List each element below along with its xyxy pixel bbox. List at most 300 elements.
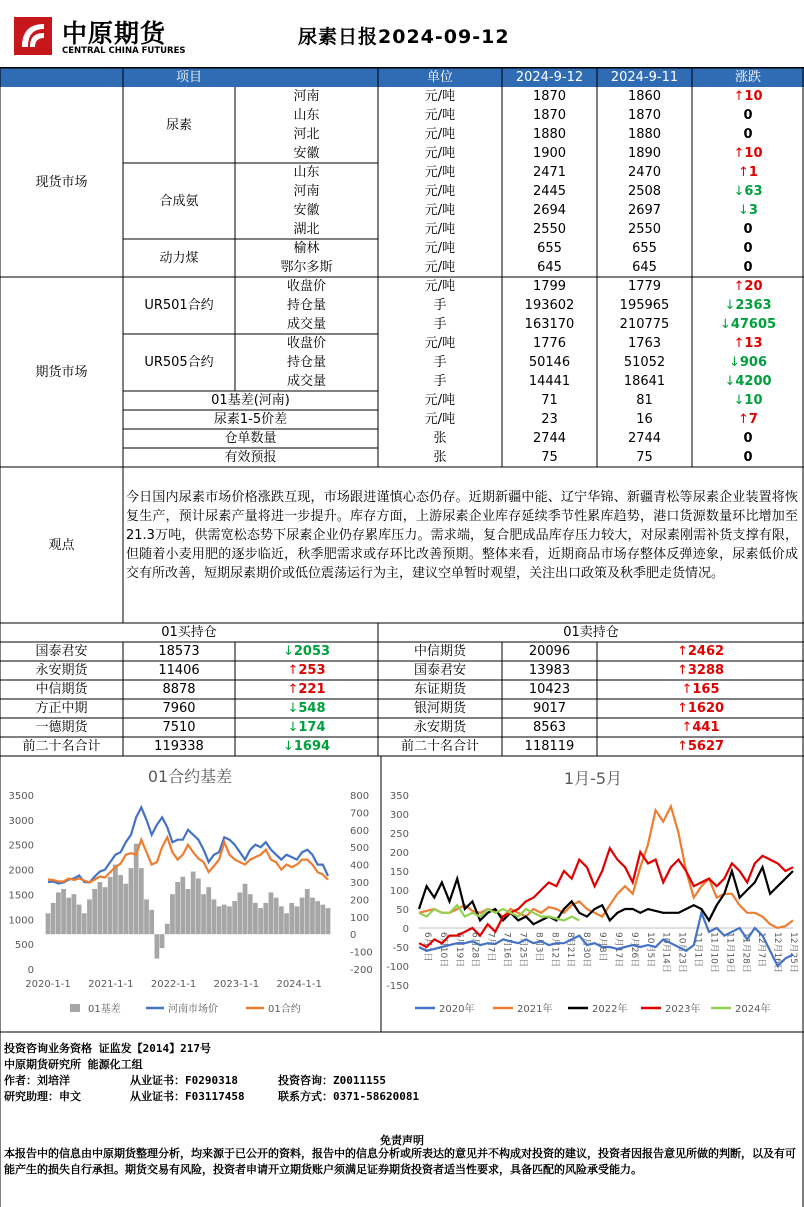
- change-value: 2053: [293, 644, 331, 659]
- change-value: 63: [744, 184, 763, 199]
- value-today: 23: [541, 412, 558, 427]
- author-cert: 从业证书：F0290318: [130, 1074, 238, 1087]
- change-value: 441: [692, 720, 720, 735]
- value-today: 655: [537, 241, 562, 256]
- view-label: 观点: [48, 537, 75, 553]
- basis-bar: [186, 889, 191, 934]
- x-tick-label: 7月25日: [517, 932, 528, 968]
- basis-bar: [170, 894, 175, 934]
- arrow-up-icon: ↑: [676, 701, 688, 716]
- futures-item: 01基差(河南): [211, 393, 290, 408]
- arrow-down-icon: ↓: [733, 184, 745, 199]
- market-view-text: 今日国内尿素市场价格涨跌互现，市场跟进谨慎心态仍存。近期新疆中能、辽宁华锦、新疆青松等尿素企业装置将恢复生产，预计尿素产量将进一步提升。库存方面，上游尿素企业库存延续季节性累库趋势，港口货源数量环比增加至21.3万吨，供需宽松态势下尿素企业仍存累库压力。需求端，复合肥成品库存压力较大，对尿素刚需补货支撑有限，但随着小麦用肥的逐步临近，秋季肥需求或存环比改善预期。整体来看，近期商品市场存整体反弹迹象，尿素低价成交有所改善，短期尿素期价或低位震荡运行为主，建议空单暂时观望，关注出口政策及秋季肥走货情况。: [126, 490, 798, 581]
- legend-label: 01合约: [268, 1004, 301, 1015]
- basis-bar: [320, 905, 325, 935]
- futures-item: 持仓量: [286, 298, 326, 313]
- unit-cell: 元/吨: [424, 222, 456, 237]
- basis-bar: [315, 901, 320, 934]
- change-value: 20: [744, 279, 763, 294]
- sell-change: [597, 718, 804, 737]
- legend-swatch: [70, 1004, 80, 1012]
- legend-label: 2021年: [517, 1004, 553, 1015]
- sell-broker: 银河期货: [413, 701, 466, 716]
- legend-label: 2024年: [735, 1004, 771, 1015]
- value-prev: 1763: [627, 336, 662, 351]
- basis-bar: [295, 906, 300, 934]
- unit-cell: 张: [433, 450, 447, 465]
- basis-bar: [139, 868, 144, 934]
- buy-volume: 8878: [162, 682, 196, 697]
- change-value: 10: [744, 146, 763, 161]
- chart-title: 1月-5月: [563, 769, 623, 788]
- y-right-tick-label: 300: [350, 878, 370, 889]
- value-prev: 655: [632, 241, 657, 256]
- change-cell: [692, 315, 804, 334]
- arrow-up-icon: ↑: [733, 89, 745, 104]
- x-tick-label: 11月10日: [708, 932, 719, 973]
- change-cell: [692, 391, 804, 410]
- basis-bar: [108, 877, 113, 934]
- x-tick-label: 8月30日: [581, 932, 592, 968]
- institute-line: 中原期货研究所 能源化工组: [4, 1058, 143, 1071]
- y-right-tick-label: 0: [350, 930, 357, 942]
- arrow-down-icon: ↓: [287, 720, 299, 735]
- value-prev: 1880: [627, 127, 662, 142]
- arrow-down-icon: ↓: [282, 644, 294, 659]
- change-value: 4200: [735, 374, 772, 389]
- basis-bar: [263, 903, 268, 934]
- x-tick-label: 2021-1-1: [88, 979, 134, 990]
- arrow-down-icon: ↓: [719, 317, 731, 332]
- buy-volume: 7510: [162, 720, 196, 735]
- basis-bar: [97, 882, 102, 934]
- spot-region: 山东: [293, 165, 320, 180]
- spot-region: 湖北: [293, 222, 320, 237]
- y-right-tick-label: 200: [350, 895, 370, 907]
- x-tick-label: 7月16日: [501, 932, 512, 968]
- sell-volume: 118119: [524, 739, 575, 754]
- basis-bar: [165, 924, 170, 934]
- value-today: 645: [537, 260, 562, 275]
- change-cell: [692, 296, 804, 315]
- change-value: 0: [743, 450, 753, 465]
- value-prev: 51052: [623, 355, 666, 370]
- legend-label: 01基差: [88, 1004, 121, 1015]
- futures-item: 持仓量: [286, 355, 326, 370]
- unit-cell: 元/吨: [424, 393, 456, 408]
- value-today: 1870: [532, 108, 567, 123]
- futures-item: 成交量: [286, 317, 326, 332]
- y-tick-label: 50: [396, 905, 409, 916]
- x-tick-label: 12月7日: [756, 932, 767, 968]
- y-left-tick-label: 500: [14, 940, 34, 952]
- buy-change: [235, 718, 378, 737]
- value-today: 2550: [532, 222, 567, 237]
- value-prev: 1890: [627, 146, 662, 161]
- change-value: 906: [739, 355, 768, 370]
- unit-cell: 元/吨: [424, 184, 456, 199]
- unit-cell: 手: [433, 298, 447, 313]
- arrow-up-icon: ↑: [287, 663, 299, 678]
- value-prev: 195965: [619, 298, 670, 313]
- header-change: 涨跌: [734, 70, 761, 85]
- x-tick-label: 6月28日: [469, 932, 480, 968]
- y-tick-label: 0: [402, 924, 409, 935]
- x-tick-label: 10月14日: [660, 932, 671, 973]
- buy-positions-title: 01买持仓: [161, 625, 217, 640]
- change-cell: [692, 201, 804, 220]
- change-value: 13: [744, 336, 763, 351]
- x-tick-label: 9月17日: [612, 932, 623, 968]
- x-tick-label: 10月5日: [644, 932, 655, 968]
- basis-bar: [77, 905, 82, 935]
- buy-broker: 方正中期: [35, 701, 88, 716]
- buy-change: [235, 642, 378, 661]
- basis-bar: [248, 894, 253, 934]
- basis-bar: [72, 894, 77, 934]
- value-today: 2445: [532, 184, 567, 199]
- logo-text-cn: 中原期货: [62, 19, 167, 48]
- change-value: 2363: [735, 298, 772, 313]
- basis-bar: [113, 865, 118, 935]
- sell-change: [597, 737, 804, 756]
- y-right-tick-label: 800: [350, 791, 370, 802]
- value-prev: 2550: [627, 222, 662, 237]
- header-date1: 2024-9-12: [515, 70, 584, 85]
- value-today: 193602: [524, 298, 575, 313]
- basis-bar: [305, 889, 310, 934]
- sell-broker: 永安期货: [413, 720, 466, 735]
- arrow-down-icon: ↓: [738, 203, 749, 218]
- x-tick-label: 8月12日: [549, 932, 560, 968]
- value-prev: 1860: [627, 89, 662, 104]
- legend-label: 河南市场价: [168, 1004, 218, 1015]
- basis-bar: [227, 906, 232, 934]
- basis-bar: [51, 903, 56, 934]
- unit-cell: 元/吨: [424, 412, 456, 427]
- value-prev: 1779: [627, 279, 662, 294]
- change-value: 0: [743, 127, 753, 142]
- x-tick-label: 11月1日: [692, 932, 703, 968]
- y-left-tick-label: 1000: [8, 915, 34, 927]
- arrow-down-icon: ↓: [287, 701, 299, 716]
- basis-bar: [284, 913, 289, 934]
- disclaimer-title: 免责声明: [380, 1134, 424, 1147]
- change-cell: [692, 182, 804, 201]
- x-tick-label: 12月25日: [788, 932, 798, 973]
- disclaimer-text: 本报告中的信息由中原期货整理分析，均来源于已公开的资料，报告中的信息分析或所表达的意见并不构成对投资的建议，投资者因报告意见所做的判断，以及有可能产生的损失自行承担。期货交易有风险，投资者申请开立期货账户须满足证券期货投资者适当性要求，具备匹配的风险承受能力。: [4, 1147, 796, 1176]
- y-tick-label: -50: [392, 943, 409, 954]
- change-value: 7: [748, 412, 758, 427]
- value-today: 2744: [532, 431, 567, 446]
- legend-label: 2023年: [665, 1004, 701, 1015]
- value-prev: 18641: [623, 374, 666, 389]
- unit-cell: 元/吨: [424, 203, 456, 218]
- basis-bar: [175, 882, 180, 934]
- value-prev: 645: [632, 260, 657, 275]
- basis-bar: [212, 899, 217, 934]
- sell-broker: 东证期货: [413, 682, 466, 697]
- arrow-up-icon: ↑: [287, 682, 299, 697]
- basis-bar: [180, 877, 185, 934]
- chart-title: 01合约基差: [147, 767, 233, 786]
- basis-bar: [258, 908, 263, 934]
- change-value: 3: [748, 203, 758, 218]
- basis-bar: [274, 898, 279, 935]
- series-line-3: [419, 867, 793, 924]
- x-tick-label: 7月7日: [485, 932, 496, 962]
- basis-bar: [253, 903, 258, 934]
- buy-broker: 一德期货: [35, 720, 88, 735]
- sell-change: [597, 699, 804, 718]
- arrow-up-icon: ↑: [676, 663, 688, 678]
- arrow-up-icon: ↑: [733, 279, 745, 294]
- value-prev: 2697: [627, 203, 662, 218]
- basis-bar: [46, 913, 51, 934]
- unit-cell: 手: [433, 355, 447, 370]
- spot-region: 河南: [293, 184, 320, 199]
- sell-volume: 9017: [532, 701, 567, 716]
- value-today: 14441: [528, 374, 571, 389]
- y-left-tick-label: 2000: [8, 865, 34, 877]
- buy-volume: 7960: [162, 701, 196, 716]
- change-value: 0: [743, 241, 753, 256]
- change-value: 0: [743, 260, 753, 275]
- arrow-up-icon: ↑: [733, 146, 745, 161]
- logo-text-en: CENTRAL CHINA FUTURES: [62, 46, 186, 56]
- value-prev: 2744: [627, 431, 662, 446]
- unit-cell: 元/吨: [424, 336, 456, 351]
- spot-region: 河南: [293, 89, 320, 104]
- basis-bar: [206, 887, 211, 934]
- unit-cell: 元/吨: [424, 146, 456, 161]
- x-tick-label: 2022-1-1: [150, 979, 197, 990]
- spread-chart: [383, 757, 804, 1025]
- unit-cell: 元/吨: [424, 279, 456, 294]
- change-value: 47605: [730, 317, 777, 332]
- product-group-label: 动力煤: [159, 250, 199, 266]
- spot-region: 鄂尔多斯: [280, 260, 333, 275]
- futures-item: 收盘价: [286, 336, 326, 351]
- contract-group-label: UR505合约: [144, 355, 214, 370]
- value-today: 2694: [532, 203, 567, 218]
- change-value: 1: [748, 165, 758, 180]
- basis-bar: [87, 899, 92, 934]
- buy-broker: 永安期货: [35, 663, 88, 678]
- header-date2: 2024-9-11: [610, 70, 679, 85]
- unit-cell: 元/吨: [424, 108, 456, 123]
- x-tick-label: 6月19日: [453, 932, 464, 968]
- y-tick-label: 200: [389, 848, 409, 859]
- basis-bar: [66, 898, 71, 935]
- change-cell: [692, 125, 804, 144]
- x-tick-label: 8月21日: [565, 932, 576, 968]
- arrow-up-icon: ↑: [676, 644, 688, 659]
- change-value: 5627: [687, 739, 725, 754]
- legend-label: 2022年: [592, 1004, 628, 1015]
- arrow-up-icon: ↑: [681, 682, 693, 697]
- change-cell: [692, 220, 804, 239]
- basis-bar: [155, 934, 160, 958]
- y-right-tick-label: 500: [350, 843, 370, 855]
- change-value: 0: [743, 431, 753, 446]
- x-tick-label: 10月23日: [676, 932, 687, 973]
- basis-bar: [129, 868, 134, 934]
- change-value: 221: [298, 682, 326, 697]
- basis-bar: [326, 908, 331, 934]
- value-today: 163170: [524, 317, 575, 332]
- basis-bar: [310, 898, 315, 935]
- change-value: 2462: [687, 644, 725, 659]
- change-value: 1620: [687, 701, 725, 716]
- basis-bar: [92, 889, 97, 934]
- y-tick-label: -100: [386, 962, 409, 973]
- unit-cell: 元/吨: [424, 241, 456, 256]
- value-today: 1799: [532, 279, 567, 294]
- value-today: 1880: [532, 127, 567, 142]
- sell-volume: 8563: [532, 720, 567, 735]
- basis-bar: [82, 913, 87, 934]
- basis-bar: [61, 889, 66, 934]
- value-prev: 2470: [627, 165, 662, 180]
- basis-bar: [237, 892, 242, 934]
- spot-region: 山东: [293, 108, 320, 123]
- header-item: 项目: [175, 70, 202, 85]
- basis-bar: [279, 906, 284, 934]
- header-unit: 单位: [426, 70, 453, 85]
- buy-volume: 11406: [158, 663, 200, 678]
- unit-cell: 元/吨: [424, 127, 456, 142]
- value-prev: 16: [636, 412, 653, 427]
- y-tick-label: -150: [386, 981, 409, 992]
- x-tick-label: 2024-1-1: [276, 979, 322, 990]
- value-prev: 210775: [619, 317, 670, 332]
- arrow-up-icon: ↑: [733, 336, 745, 351]
- unit-cell: 手: [433, 374, 447, 389]
- buy-change: [235, 737, 378, 756]
- sell-change: [597, 661, 804, 680]
- basis-bar: [217, 906, 222, 934]
- change-cell: [692, 372, 804, 391]
- basis-bar: [243, 884, 248, 934]
- change-cell: [692, 163, 804, 182]
- assistant-name: 研究助理：申文: [4, 1090, 81, 1103]
- value-prev: 1870: [627, 108, 662, 123]
- change-cell: [692, 277, 804, 296]
- change-value: 10: [744, 393, 763, 408]
- sell-volume: 13983: [528, 663, 571, 678]
- contract-group-label: UR501合约: [144, 298, 214, 313]
- change-value: 253: [298, 663, 326, 678]
- change-cell: [692, 410, 804, 429]
- buy-change: [235, 661, 378, 680]
- futures-section-label: 期货市场: [35, 364, 88, 380]
- x-tick-label: 11月28日: [740, 932, 751, 973]
- x-tick-label: 2020-1-1: [25, 979, 71, 990]
- change-cell: [692, 106, 804, 125]
- futures-item: 尿素1-5价差: [213, 412, 288, 427]
- y-tick-label: 350: [389, 791, 409, 802]
- unit-cell: 张: [433, 431, 447, 446]
- y-left-tick-label: 3000: [8, 815, 34, 827]
- y-right-tick-label: 400: [350, 860, 370, 872]
- change-cell: [692, 239, 804, 258]
- unit-cell: 元/吨: [424, 89, 456, 104]
- change-value: 10: [744, 89, 763, 104]
- value-prev: 75: [636, 450, 653, 465]
- buy-broker: 中信期货: [35, 682, 88, 697]
- change-value: 1694: [293, 739, 331, 754]
- basis-bar: [134, 844, 139, 934]
- x-tick-label: 6月1日: [422, 932, 432, 962]
- sell-volume: 10423: [528, 682, 571, 697]
- change-cell: [692, 144, 804, 163]
- value-today: 1870: [532, 89, 567, 104]
- x-tick-label: 11月19日: [724, 932, 735, 973]
- futures-item: 成交量: [286, 374, 326, 389]
- futures-item: 仓单数量: [224, 431, 277, 446]
- basis-bar: [123, 884, 128, 934]
- value-prev: 81: [636, 393, 653, 408]
- sell-change: [597, 642, 804, 661]
- arrow-up-icon: ↑: [676, 739, 688, 754]
- basis-bar: [191, 872, 196, 935]
- y-tick-label: 100: [389, 886, 409, 897]
- sell-positions-title: 01卖持仓: [563, 625, 619, 640]
- arrow-up-icon: ↑: [738, 412, 749, 427]
- y-tick-label: 250: [389, 829, 409, 840]
- contract01-line: [48, 837, 328, 882]
- basis-bar: [149, 910, 154, 934]
- basis-bar: [222, 905, 227, 935]
- x-tick-label: 9月26日: [628, 932, 639, 968]
- basis-bar: [232, 901, 237, 934]
- basis-bar: [201, 894, 206, 934]
- value-today: 1900: [532, 146, 567, 161]
- y-tick-label: 300: [389, 810, 409, 821]
- product-group-label: 尿素: [165, 117, 192, 133]
- basis-bar: [300, 898, 305, 935]
- x-tick-label: 6月10日: [437, 932, 448, 968]
- buy-change: [235, 680, 378, 699]
- spot-region: 河北: [293, 127, 320, 142]
- change-value: 3288: [687, 663, 725, 678]
- basis-bar: [289, 903, 294, 934]
- change-cell: [692, 87, 804, 106]
- spot-region: 安徽: [293, 203, 320, 218]
- value-today: 2471: [532, 165, 567, 180]
- spot-section-label: 现货市场: [35, 174, 88, 190]
- basis-bar: [196, 879, 201, 935]
- change-cell: [692, 334, 804, 353]
- value-today: 50146: [528, 355, 571, 370]
- change-value: 0: [743, 108, 753, 123]
- value-prev: 2508: [627, 184, 662, 199]
- futures-item: 有效预报: [224, 450, 277, 465]
- contact-info: 联系方式：0371-58620081: [278, 1090, 420, 1103]
- y-tick-label: 150: [389, 867, 409, 878]
- value-today: 71: [541, 393, 558, 408]
- assistant-cert: 从业证书：F03117458: [130, 1090, 245, 1103]
- buy-broker: 国泰君安: [35, 644, 88, 659]
- y-left-tick-label: 3500: [8, 791, 34, 802]
- x-tick-label: 9月8日: [597, 932, 608, 962]
- basis-bar: [144, 899, 149, 934]
- buy-volume: 18573: [158, 644, 200, 659]
- arrow-down-icon: ↓: [724, 374, 736, 389]
- product-group-label: 合成氨: [159, 193, 199, 209]
- basis-bar: [56, 892, 61, 934]
